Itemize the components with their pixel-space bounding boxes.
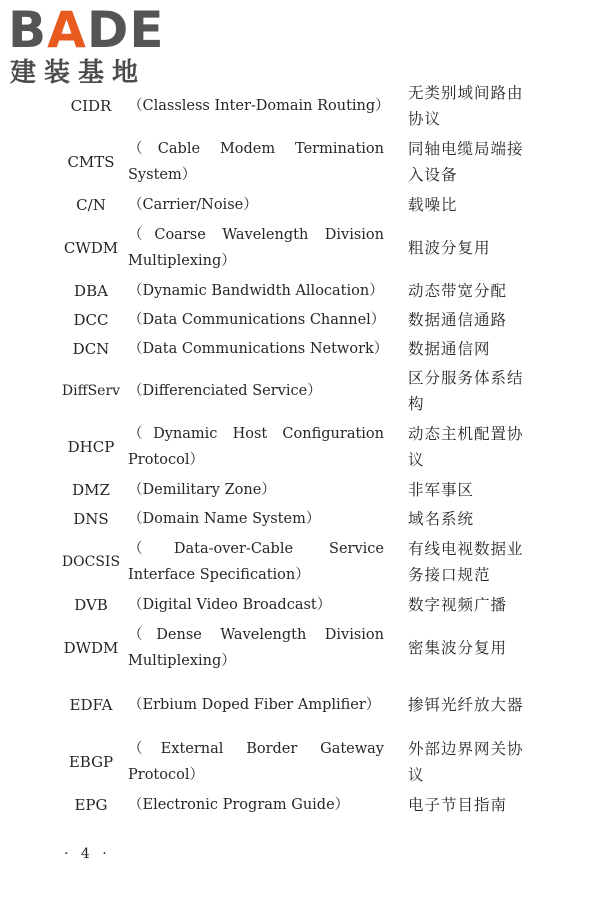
logo-letter-a-accent: A <box>47 1 87 59</box>
glossary-abbr: DWDM <box>63 638 119 657</box>
glossary-abbr: DBA <box>74 281 108 300</box>
glossary-row <box>56 619 526 676</box>
glossary-abbr: EPG <box>74 796 108 814</box>
logo-letter-b: B <box>8 1 48 59</box>
glossary-row <box>56 504 526 533</box>
glossary-full-term: （Data Communications Channel） <box>128 311 386 328</box>
glossary-chinese-term: 电子节目指南 <box>408 796 508 814</box>
glossary-chinese-term: 非军事区 <box>408 480 475 499</box>
glossary-abbr: DVB <box>74 595 108 614</box>
glossary-row <box>56 590 526 619</box>
glossary-abbr: CWDM <box>63 239 119 257</box>
glossary-abbr: CMTS <box>67 153 115 171</box>
glossary-abbr: EDFA <box>69 695 113 714</box>
logo-latin-text <box>8 1 165 59</box>
glossary-chinese-term: 数据通信通路 <box>408 310 508 329</box>
glossary-full-term: （Domain Name System） <box>128 510 321 527</box>
glossary-row <box>56 475 526 504</box>
glossary-abbr: DCN <box>72 339 110 358</box>
glossary-row <box>56 676 526 733</box>
glossary-abbr: C/N <box>76 196 106 214</box>
glossary-abbr: DNS <box>73 509 109 528</box>
glossary-full-term: （Classless Inter-Domain Routing） <box>128 98 390 114</box>
glossary-full-term: （Dynamic Bandwidth Allocation） <box>128 282 384 299</box>
glossary-full-term: （Digital Video Broadcast） <box>128 596 332 613</box>
glossary-row <box>56 363 526 419</box>
glossary-chinese-term: 同轴电缆局端接入设备 <box>408 140 524 184</box>
glossary-full-term: （Erbium Doped Fiber Amplifier） <box>128 696 381 713</box>
glossary-abbr: DMZ <box>72 480 110 499</box>
glossary-abbr: DCC <box>73 310 109 329</box>
glossary-full-term: （External Border Gateway Protocol） <box>128 740 384 783</box>
glossary-chinese-term: 密集波分复用 <box>408 638 508 657</box>
glossary-row <box>56 419 526 475</box>
glossary-full-term: （Cable Modem Termination System） <box>128 141 384 183</box>
glossary-chinese-term: 有线电视数据业务接口规范 <box>408 539 524 584</box>
glossary-row <box>56 334 526 363</box>
glossary-abbr: DOCSIS <box>61 553 121 570</box>
glossary-full-term: （Data-over-Cable Service Interface Specification） <box>128 540 384 583</box>
glossary-full-term: （Demilitary Zone） <box>128 481 276 498</box>
glossary-chinese-term: 数据通信网 <box>408 339 491 358</box>
glossary-row <box>56 220 526 276</box>
glossary-row <box>56 276 526 305</box>
glossary-full-term: （Data Communications Network） <box>128 340 389 357</box>
abbreviation-glossary <box>56 78 526 820</box>
glossary-full-term: （Dense Wavelength Division Multiplexing） <box>128 626 384 669</box>
glossary-row <box>56 733 526 790</box>
page-number: · 4 · <box>64 846 111 862</box>
glossary-full-term: （Electronic Program Guide） <box>128 797 350 813</box>
glossary-chinese-term: 外部边界网关协议 <box>408 739 524 784</box>
glossary-chinese-term: 数字视频广播 <box>408 595 508 614</box>
glossary-full-term: （Coarse Wavelength Division Multiplexing） <box>128 227 384 269</box>
glossary-row <box>56 790 526 820</box>
glossary-chinese-term: 动态带宽分配 <box>408 281 508 300</box>
glossary-row <box>56 190 526 220</box>
glossary-chinese-term: 区分服务体系结构 <box>408 369 524 413</box>
glossary-chinese-term: 无类别域间路由协议 <box>408 84 524 128</box>
glossary-row <box>56 134 526 190</box>
logo-chinese-text: 建装基地 <box>10 58 147 88</box>
glossary-chinese-term: 掺铒光纤放大器 <box>408 695 524 714</box>
glossary-row <box>56 305 526 334</box>
glossary-row <box>56 533 526 590</box>
glossary-abbr: DiffServ <box>61 383 121 399</box>
glossary-chinese-term: 域名系统 <box>408 509 475 528</box>
glossary-chinese-term: 动态主机配置协议 <box>408 425 524 469</box>
logo-letters-de: DE <box>86 1 165 59</box>
glossary-chinese-term: 粗波分复用 <box>408 239 491 257</box>
glossary-chinese-term: 载噪比 <box>408 196 458 214</box>
glossary-row <box>56 78 526 134</box>
glossary-abbr: CIDR <box>70 97 112 115</box>
glossary-full-term: （Dynamic Host Configuration Protocol） <box>128 426 384 468</box>
glossary-full-term: （Differenciated Service） <box>128 383 322 399</box>
glossary-abbr: EBGP <box>68 752 114 771</box>
glossary-full-term: （Carrier/Noise） <box>128 197 258 213</box>
glossary-abbr: DHCP <box>67 438 115 456</box>
